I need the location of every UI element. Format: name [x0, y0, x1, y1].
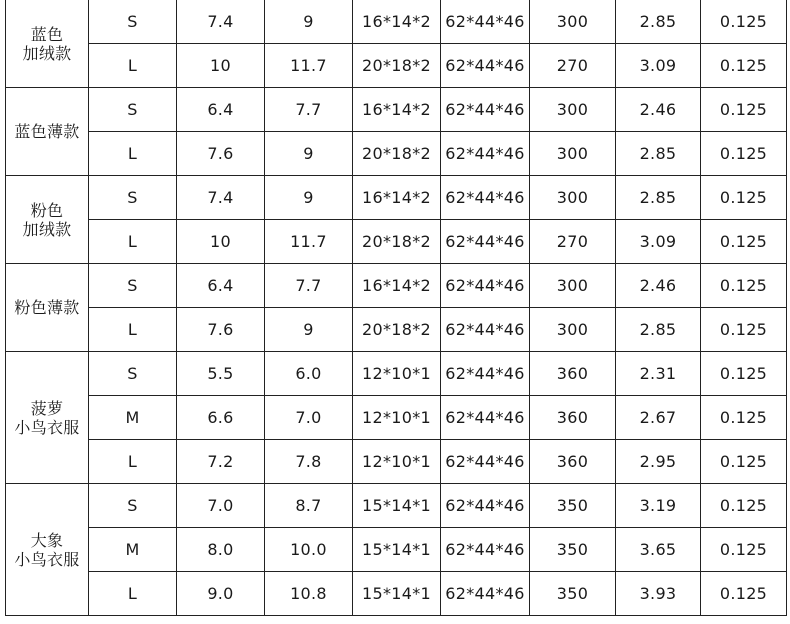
value-cell: 9: [265, 132, 353, 176]
value-cell: 300: [530, 0, 616, 44]
value-cell: 6.6: [177, 396, 265, 440]
table-row: [6, 0, 787, 44]
value-cell: 2.85: [616, 308, 701, 352]
value-cell: 62*44*46: [441, 220, 530, 264]
size-cell: L: [89, 220, 177, 264]
value-cell: 8.0: [177, 528, 265, 572]
value-cell: 350: [530, 484, 616, 528]
table-row: [6, 44, 787, 88]
table-row: [6, 308, 787, 352]
value-cell: 0.125: [701, 572, 787, 616]
value-cell: 7.4: [177, 0, 265, 44]
table-row: [6, 528, 787, 572]
value-cell: 0.125: [701, 176, 787, 220]
value-cell: 350: [530, 572, 616, 616]
value-cell: 360: [530, 352, 616, 396]
model-name-cell: [6, 352, 89, 484]
value-cell: 7.6: [177, 308, 265, 352]
table-row: [6, 440, 787, 484]
value-cell: 2.95: [616, 440, 701, 484]
value-cell: 6.4: [177, 88, 265, 132]
value-cell: 62*44*46: [441, 572, 530, 616]
table-row: [6, 220, 787, 264]
value-cell: 7.2: [177, 440, 265, 484]
value-cell: 2.67: [616, 396, 701, 440]
value-cell: 3.09: [616, 220, 701, 264]
value-cell: 0.125: [701, 528, 787, 572]
value-cell: 62*44*46: [441, 484, 530, 528]
value-cell: 20*18*2: [353, 220, 441, 264]
value-cell: 6.0: [265, 352, 353, 396]
value-cell: 10: [177, 220, 265, 264]
model-name-cell: [6, 176, 89, 264]
value-cell: 2.85: [616, 0, 701, 44]
value-cell: 2.85: [616, 176, 701, 220]
size-cell: L: [89, 440, 177, 484]
value-cell: 0.125: [701, 0, 787, 44]
value-cell: 16*14*2: [353, 88, 441, 132]
value-cell: 3.65: [616, 528, 701, 572]
value-cell: 11.7: [265, 220, 353, 264]
value-cell: 10: [177, 44, 265, 88]
value-cell: 0.125: [701, 440, 787, 484]
value-cell: 7.0: [177, 484, 265, 528]
model-name-cell: [6, 0, 89, 88]
value-cell: 62*44*46: [441, 396, 530, 440]
model-name-line: 粉色薄款: [14, 298, 80, 317]
value-cell: 15*14*1: [353, 572, 441, 616]
value-cell: 0.125: [701, 132, 787, 176]
value-cell: 2.85: [616, 132, 701, 176]
model-name-line: 加绒款: [22, 43, 72, 63]
size-cell: L: [89, 132, 177, 176]
value-cell: 15*14*1: [353, 528, 441, 572]
value-cell: 10.0: [265, 528, 353, 572]
value-cell: 9: [265, 176, 353, 220]
size-cell: S: [89, 264, 177, 308]
value-cell: 9: [265, 308, 353, 352]
size-cell: S: [89, 484, 177, 528]
value-cell: 9.0: [177, 572, 265, 616]
value-cell: 7.7: [265, 88, 353, 132]
value-cell: 62*44*46: [441, 44, 530, 88]
table-row: [6, 484, 787, 528]
value-cell: 9: [265, 0, 353, 44]
value-cell: 7.8: [265, 440, 353, 484]
model-name-cell: [6, 484, 89, 616]
model-name-line: 小鸟衣服: [14, 549, 80, 569]
value-cell: 300: [530, 88, 616, 132]
value-cell: 12*10*1: [353, 396, 441, 440]
value-cell: 20*18*2: [353, 308, 441, 352]
value-cell: 270: [530, 44, 616, 88]
value-cell: 20*18*2: [353, 132, 441, 176]
value-cell: 62*44*46: [441, 264, 530, 308]
table-row: [6, 176, 787, 220]
value-cell: 62*44*46: [441, 0, 530, 44]
model-name-cell: [6, 88, 89, 176]
product-spec-table: [5, 0, 787, 616]
value-cell: 12*10*1: [353, 352, 441, 396]
value-cell: 2.31: [616, 352, 701, 396]
value-cell: 0.125: [701, 220, 787, 264]
value-cell: 2.46: [616, 264, 701, 308]
model-name-line: 小鸟衣服: [14, 417, 80, 437]
value-cell: 7.4: [177, 176, 265, 220]
size-cell: M: [89, 396, 177, 440]
value-cell: 62*44*46: [441, 440, 530, 484]
value-cell: 3.09: [616, 44, 701, 88]
value-cell: 15*14*1: [353, 484, 441, 528]
value-cell: 10.8: [265, 572, 353, 616]
model-name-line: 大象: [30, 530, 64, 550]
table-row: [6, 264, 787, 308]
spec-sheet: [5, 0, 786, 620]
model-name-line: 蓝色薄款: [14, 122, 80, 141]
size-cell: M: [89, 528, 177, 572]
value-cell: 360: [530, 440, 616, 484]
value-cell: 0.125: [701, 88, 787, 132]
value-cell: 300: [530, 176, 616, 220]
value-cell: 62*44*46: [441, 176, 530, 220]
size-cell: S: [89, 0, 177, 44]
value-cell: 16*14*2: [353, 0, 441, 44]
value-cell: 0.125: [701, 352, 787, 396]
value-cell: 350: [530, 528, 616, 572]
size-cell: L: [89, 44, 177, 88]
size-cell: L: [89, 572, 177, 616]
value-cell: 62*44*46: [441, 308, 530, 352]
value-cell: 3.19: [616, 484, 701, 528]
value-cell: 0.125: [701, 484, 787, 528]
value-cell: 62*44*46: [441, 352, 530, 396]
value-cell: 0.125: [701, 308, 787, 352]
size-cell: L: [89, 308, 177, 352]
value-cell: 62*44*46: [441, 132, 530, 176]
value-cell: 300: [530, 132, 616, 176]
size-cell: S: [89, 352, 177, 396]
value-cell: 300: [530, 308, 616, 352]
table-row: [6, 88, 787, 132]
table-row: [6, 572, 787, 616]
value-cell: 12*10*1: [353, 440, 441, 484]
value-cell: 7.6: [177, 132, 265, 176]
model-name-cell: [6, 264, 89, 352]
value-cell: 5.5: [177, 352, 265, 396]
value-cell: 7.7: [265, 264, 353, 308]
model-name-line: 蓝色: [30, 24, 64, 44]
value-cell: 62*44*46: [441, 528, 530, 572]
value-cell: 270: [530, 220, 616, 264]
size-cell: S: [89, 176, 177, 220]
table-row: [6, 132, 787, 176]
table-body: [6, 0, 787, 616]
value-cell: 20*18*2: [353, 44, 441, 88]
value-cell: 16*14*2: [353, 176, 441, 220]
table-row: [6, 396, 787, 440]
model-name-line: 粉色: [30, 200, 64, 220]
value-cell: 2.46: [616, 88, 701, 132]
value-cell: 8.7: [265, 484, 353, 528]
model-name-line: 菠萝: [30, 398, 64, 418]
size-cell: S: [89, 88, 177, 132]
value-cell: 0.125: [701, 44, 787, 88]
value-cell: 6.4: [177, 264, 265, 308]
value-cell: 3.93: [616, 572, 701, 616]
value-cell: 300: [530, 264, 616, 308]
value-cell: 11.7: [265, 44, 353, 88]
value-cell: 16*14*2: [353, 264, 441, 308]
table-row: [6, 352, 787, 396]
value-cell: 0.125: [701, 264, 787, 308]
value-cell: 0.125: [701, 396, 787, 440]
value-cell: 62*44*46: [441, 88, 530, 132]
value-cell: 7.0: [265, 396, 353, 440]
model-name-line: 加绒款: [22, 219, 72, 239]
value-cell: 360: [530, 396, 616, 440]
